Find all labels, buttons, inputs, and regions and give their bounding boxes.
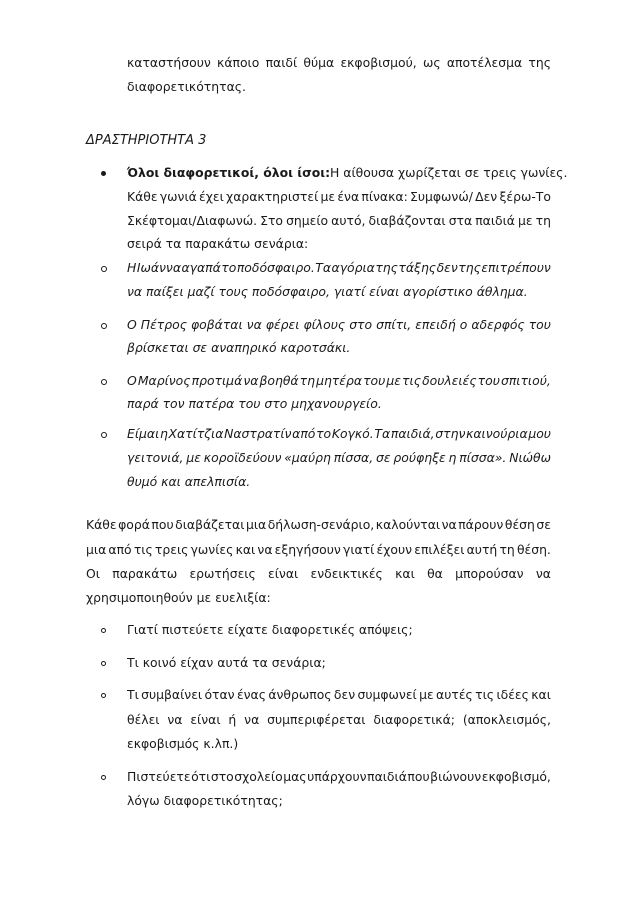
word: δεν xyxy=(333,687,356,702)
word: από xyxy=(108,542,132,557)
word: και xyxy=(531,687,551,702)
question-line: Γιατί πιστεύετε είχατε διαφορετικές απόψεις; xyxy=(127,622,413,637)
scenario-line: βρίσκεται σε αναπηρικό καροτσάκι. xyxy=(127,340,351,355)
scenario-line xyxy=(127,260,551,276)
word: ενδεικτικές xyxy=(310,566,383,581)
word: στο xyxy=(210,769,234,784)
word: συμφωνεί xyxy=(357,687,417,702)
intro-line-1 xyxy=(127,55,551,71)
question-line: Τι κοινό είχαν αυτά τα σενάρια; xyxy=(127,655,326,670)
paragraph-line-1 xyxy=(86,517,551,533)
word: δουλειές xyxy=(422,373,477,388)
word: επειδή xyxy=(415,317,456,332)
scenario-bullet-icon xyxy=(101,379,107,385)
main-bullet-lead: Όλοι διαφορετικοί, όλοι ίσοι: xyxy=(127,165,331,180)
word: σπιτιού, xyxy=(500,373,551,388)
word: πίσσα». xyxy=(459,450,507,465)
word: στα xyxy=(448,213,473,228)
word: πάρουν xyxy=(458,517,504,532)
word: να xyxy=(167,712,183,727)
word: τις xyxy=(133,542,153,557)
word: στην xyxy=(435,426,466,441)
word: με xyxy=(419,687,434,702)
word: Είμαι xyxy=(127,426,160,441)
word: «μαύρη xyxy=(284,450,331,465)
word: Κάθε xyxy=(127,189,158,204)
scenario-line: θυμό και απελπισία. xyxy=(127,474,251,489)
word: δήλωση-σενάριο, xyxy=(267,517,375,532)
word: η xyxy=(448,450,457,465)
word: με xyxy=(186,450,201,465)
word: να xyxy=(257,542,273,557)
word: τρεις xyxy=(154,542,189,557)
word: τη xyxy=(299,373,315,388)
question-line xyxy=(127,687,551,703)
word: υπάρχουν xyxy=(307,769,367,784)
word: άνθρωπος xyxy=(268,687,332,702)
word: (αποκλεισμός, xyxy=(462,712,551,727)
word: Ο xyxy=(127,373,137,388)
word: με xyxy=(386,373,401,388)
scenario-line: παρά τον πατέρα του στο μηχανουργείο. xyxy=(127,396,382,411)
word: φοβάται xyxy=(191,317,243,332)
word: φίλους xyxy=(303,317,346,332)
word: το xyxy=(221,260,237,275)
word: ο xyxy=(459,317,468,332)
word: τη xyxy=(499,542,515,557)
word: επιτρέπουν xyxy=(481,260,551,275)
word: ερωτήσεις xyxy=(189,566,256,581)
scenario-bullet-icon xyxy=(101,266,107,272)
word: παιδιά, xyxy=(390,426,435,441)
word: Οι xyxy=(86,566,100,581)
word: διαβάζονται xyxy=(368,213,446,228)
word: βοηθά xyxy=(259,373,299,388)
word: ότι xyxy=(191,769,211,784)
word: σε xyxy=(376,450,391,465)
word: ένας xyxy=(236,687,266,702)
word: της xyxy=(528,55,551,70)
word: μητέρα xyxy=(316,373,362,388)
word: συμβαίνει xyxy=(141,687,203,702)
scenario-line xyxy=(127,373,551,389)
word: Κογκό. xyxy=(331,426,374,441)
word: θέλει xyxy=(127,712,160,727)
word: ή xyxy=(228,712,237,727)
word: εξηγήσουν xyxy=(274,542,341,557)
word: του xyxy=(477,373,500,388)
main-bullet-line-2 xyxy=(127,189,551,205)
word: της xyxy=(375,260,398,275)
word: να xyxy=(246,317,262,332)
word: που xyxy=(407,769,430,784)
word: η xyxy=(159,426,168,441)
word: να xyxy=(441,517,457,532)
word: μπορούσαν xyxy=(455,566,524,581)
word: να xyxy=(243,373,259,388)
word: αυτές xyxy=(436,687,473,702)
word: πίνακα: xyxy=(361,189,408,204)
word: και xyxy=(235,542,256,557)
word: θέση xyxy=(504,517,535,532)
word: πίσσα, xyxy=(333,450,374,465)
word: μας xyxy=(283,769,307,784)
question-line: λόγω διαφορετικότητας; xyxy=(127,793,283,808)
word: επιλέξει xyxy=(414,542,465,557)
word: γωνίες xyxy=(190,542,234,557)
word: μια xyxy=(86,542,107,557)
word: σπίτι, xyxy=(376,317,412,332)
word: αδερφός xyxy=(471,317,525,332)
main-bullet-line-1 xyxy=(127,165,568,181)
word: ένα xyxy=(337,189,360,204)
word: έχει xyxy=(199,189,224,204)
word: που xyxy=(151,517,174,532)
word: προτιμά xyxy=(191,373,243,388)
word: μου xyxy=(528,426,551,441)
word: ρούφηξε xyxy=(393,450,446,465)
word: είναι xyxy=(268,566,299,581)
word: εκφοβισμό, xyxy=(481,769,551,784)
word: γειτονιά, xyxy=(127,450,184,465)
word: σχολείο xyxy=(234,769,283,784)
word: γωνιά xyxy=(159,189,197,204)
word: έχουν xyxy=(376,542,413,557)
scenario-bullet-icon xyxy=(101,323,107,329)
word: με xyxy=(518,213,533,228)
word: Τα xyxy=(315,260,332,275)
word: σημείο xyxy=(286,213,329,228)
question-bullet-icon xyxy=(101,661,106,666)
main-bullet-line-1-rest: Η αίθουσα χωρίζεται σε τρεις γωνίες. xyxy=(330,165,568,180)
paragraph-line-3 xyxy=(86,566,551,582)
word: διαφορετικά; xyxy=(373,712,455,727)
word: του xyxy=(528,317,551,332)
word: Κάθε xyxy=(86,517,117,532)
word: φέρει xyxy=(265,317,300,332)
word: παιδί xyxy=(265,55,298,70)
scenario-line xyxy=(127,450,551,466)
word: εκφοβισμού, xyxy=(340,55,417,70)
word: Ο xyxy=(127,317,137,332)
word: δεν xyxy=(436,260,458,275)
word: τις xyxy=(402,373,421,388)
word: ως xyxy=(422,55,441,70)
word: αγαπά xyxy=(181,260,221,275)
word: Στο xyxy=(260,213,284,228)
word: ιδέες xyxy=(496,687,529,702)
word: Τι xyxy=(127,687,139,702)
paragraph-line-2 xyxy=(86,542,551,558)
question-line: εκφοβισμός κ.λπ.) xyxy=(127,736,239,751)
word: μια xyxy=(245,517,267,532)
word: συμπεριφέρεται xyxy=(267,712,366,727)
word: αυτή xyxy=(466,542,498,557)
word: Ιωάννα xyxy=(136,260,182,275)
word: και xyxy=(395,566,415,581)
word: Χατίτζια xyxy=(168,426,224,441)
word: παιδιά xyxy=(367,769,407,784)
word: αγόρια xyxy=(331,260,375,275)
word: παρακάτω xyxy=(112,566,178,581)
word: καταστήσουν xyxy=(127,55,211,70)
word: παιδιά xyxy=(475,213,515,228)
word: τη xyxy=(535,213,551,228)
question-line xyxy=(127,712,551,728)
word: ποδόσφαιρο. xyxy=(236,260,315,275)
word: Μαρίνος xyxy=(137,373,191,388)
question-bullet-icon xyxy=(101,775,106,780)
word: βιώνουν xyxy=(430,769,482,784)
word: Νιώθω xyxy=(509,450,551,465)
scenario-line xyxy=(127,317,551,333)
intro-line-2: διαφορετικότητας. xyxy=(127,79,246,94)
question-bullet-icon xyxy=(101,628,106,633)
word: Η xyxy=(127,260,137,275)
word: του xyxy=(363,373,386,388)
word: Πιστεύετε xyxy=(127,769,191,784)
scenario-line: να παίξει μαζί τους ποδόσφαιρο, γιατί είναι αγορίστικο άθλημα. xyxy=(127,284,528,299)
word: Τα xyxy=(374,426,391,441)
word: χαρακτηριστεί xyxy=(226,189,319,204)
activity-heading: ΔΡΑΣΤΗΡΙΟΤΗΤΑ 3 xyxy=(86,133,207,148)
scenario-line xyxy=(127,426,551,442)
word: από xyxy=(292,426,316,441)
word: θέση. xyxy=(516,542,551,557)
paragraph-line-4: χρησιμοποιηθούν με ευελιξία: xyxy=(86,590,271,605)
word: αποτέλεσμα xyxy=(446,55,523,70)
word: θύμα xyxy=(303,55,335,70)
word: το xyxy=(316,426,332,441)
word: Δεν xyxy=(475,189,498,204)
word: Συμφωνώ/ xyxy=(409,189,473,204)
word: φορά xyxy=(118,517,150,532)
word: διαβάζεται xyxy=(175,517,245,532)
question-bullet-icon xyxy=(101,693,106,698)
word: στο xyxy=(349,317,373,332)
word: γιατί xyxy=(343,542,375,557)
scenario-bullet-icon xyxy=(101,432,107,438)
main-bullet-dot xyxy=(101,171,106,176)
word: με xyxy=(320,189,336,204)
word: καινούρια xyxy=(466,426,528,441)
main-bullet-line-3 xyxy=(127,213,551,229)
word: της xyxy=(458,260,481,275)
word: σε xyxy=(536,517,551,532)
word: Σκέφτομαι/Διαφωνώ. xyxy=(127,213,258,228)
word: τις xyxy=(475,687,495,702)
word: τάξης xyxy=(398,260,437,275)
main-bullet-line-4: σειρά τα παρακάτω σενάρια: xyxy=(127,236,309,251)
word: κοροϊδεύουν xyxy=(203,450,282,465)
word: καλούνται xyxy=(375,517,441,532)
word: κάποιο xyxy=(217,55,260,70)
word: Ναστρατίν xyxy=(224,426,292,441)
word: να xyxy=(535,566,551,581)
word: θα xyxy=(427,566,443,581)
word: ξέρω-Το xyxy=(499,189,551,204)
word: αυτό, xyxy=(331,213,366,228)
question-line xyxy=(127,769,551,785)
word: Πέτρος xyxy=(140,317,187,332)
word: είναι xyxy=(190,712,221,727)
word: να xyxy=(244,712,260,727)
word: όταν xyxy=(204,687,235,702)
